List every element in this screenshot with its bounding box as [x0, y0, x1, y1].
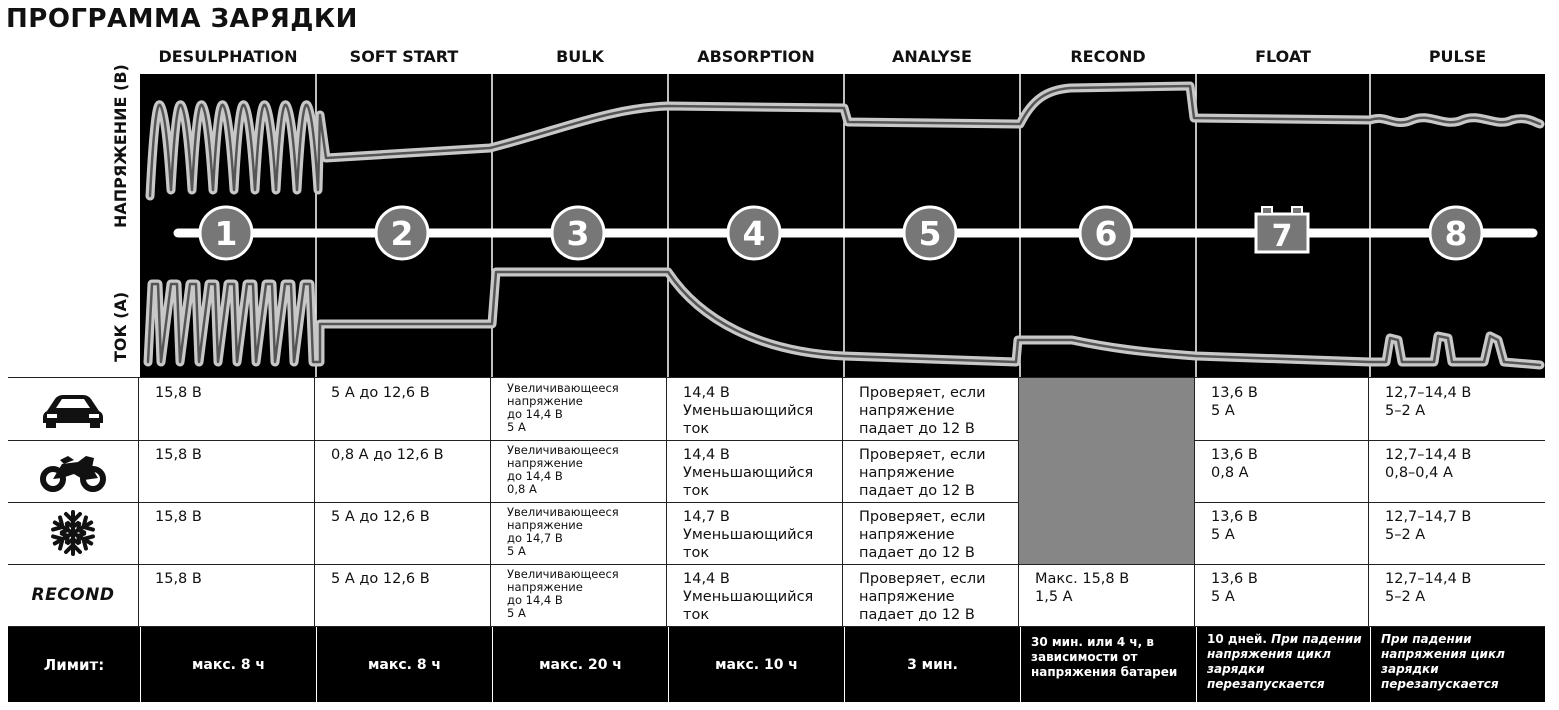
table-cell: 15,8 В: [138, 502, 314, 564]
motorcycle-icon: [8, 440, 138, 502]
table-cell: 0,8 А до 12,6 В: [314, 440, 490, 502]
step-marker-2: [376, 207, 428, 259]
step-marker-7-battery-icon: [1256, 207, 1308, 254]
table-cell: [1018, 378, 1194, 440]
limit-analyse: 3 мин.: [844, 627, 1020, 702]
table-cell: [1018, 440, 1194, 502]
table-cell: 12,7–14,4 В 0,8–0,4 А: [1368, 440, 1545, 502]
current-axis-label: ТОК (А): [111, 291, 130, 362]
step-marker-8: [1430, 207, 1482, 259]
table-cell: 15,8 В: [138, 378, 314, 440]
svg-text:2: 2: [390, 214, 414, 253]
limit-row: [8, 627, 1545, 702]
table-row-car: [8, 378, 1545, 441]
snowflake-icon: [8, 502, 138, 564]
table-cell: Увеличивающееся напряжение до 14,7 В 5 А: [490, 502, 666, 564]
table-cell: 12,7–14,7 В 5–2 А: [1368, 502, 1545, 564]
svg-text:8: 8: [1444, 214, 1468, 253]
table-cell: Проверяет, если напряжение падает до 12 В: [842, 378, 1018, 440]
limit-desulphation: макс. 8 ч: [140, 627, 316, 702]
table-cell: Макс. 15,8 В 1,5 А: [1018, 564, 1194, 626]
stage-header-analyse: ANALYSE: [892, 47, 972, 66]
step-marker-3: [552, 207, 604, 259]
stage-header-absorption: ABSORPTION: [697, 47, 815, 66]
table-cell: 14,7 В Уменьшающийся ток: [666, 502, 842, 564]
limit-float-days: 10 дней.: [1207, 632, 1267, 646]
limit-bulk: макс. 20 ч: [492, 627, 668, 702]
stage-header-soft-start: SOFT START: [349, 47, 459, 66]
table-cell: Увеличивающееся напряжение до 14,4 В 0,8 А: [490, 440, 666, 502]
limit-soft-start: макс. 8 ч: [316, 627, 492, 702]
table-row-recond: [8, 564, 1545, 627]
table-cell: 13,6 В 0,8 А: [1194, 440, 1368, 502]
voltage-axis-label: НАПРЯЖЕНИЕ (В): [111, 64, 130, 228]
table-cell: 12,7–14,4 В 5–2 А: [1368, 564, 1545, 626]
table-cell: 13,6 В 5 А: [1194, 378, 1368, 440]
table-cell: 5 А до 12,6 В: [314, 378, 490, 440]
stage-header-desulphation: DESULPHATION: [158, 47, 298, 66]
step-marker-4: [728, 207, 780, 259]
table-cell: 5 А до 12,6 В: [314, 502, 490, 564]
stage-header-float: FLOAT: [1255, 47, 1311, 66]
table-cell: 12,7–14,4 В 5–2 А: [1368, 378, 1545, 440]
table-cell: 14,4 В Уменьшающийся ток: [666, 378, 842, 440]
limit-label: Лимит:: [43, 655, 105, 674]
table-cell: Проверяет, если напряжение падает до 12 В: [842, 502, 1018, 564]
stage-header-pulse: PULSE: [1428, 47, 1487, 66]
limit-float: [1196, 627, 1370, 702]
table-cell: 15,8 В: [138, 440, 314, 502]
svg-text:6: 6: [1094, 214, 1118, 253]
car-icon: [8, 378, 138, 440]
table-cell: 15,8 В: [138, 564, 314, 626]
settings-table: [8, 377, 1545, 628]
limit-pulse: При падении напряжения цикл зарядки перезапускается: [1370, 627, 1545, 702]
limit-absorption: макс. 10 ч: [668, 627, 844, 702]
table-cell: Проверяет, если напряжение падает до 12 В: [842, 564, 1018, 626]
table-row-cold: [8, 502, 1545, 565]
svg-text:7: 7: [1271, 219, 1293, 254]
step-marker-5: [904, 207, 956, 259]
svg-text:5: 5: [918, 214, 942, 253]
svg-text:3: 3: [566, 214, 590, 253]
table-cell: 14,4 В Уменьшающийся ток: [666, 564, 842, 626]
svg-text:1: 1: [214, 214, 238, 253]
step-marker-1: [200, 207, 252, 259]
stage-header-recond: RECOND: [1070, 47, 1146, 66]
table-cell: 13,6 В 5 А: [1194, 502, 1368, 564]
page-title: ПРОГРАММА ЗАРЯДКИ: [6, 4, 358, 34]
table-cell: 14,4 В Уменьшающийся ток: [666, 440, 842, 502]
step-marker-6: [1080, 207, 1132, 259]
table-cell: 13,6 В 5 А: [1194, 564, 1368, 626]
table-cell: 5 А до 12,6 В: [314, 564, 490, 626]
recond-mode-label: RECOND: [31, 585, 115, 605]
table-cell: Увеличивающееся напряжение до 14,4 В 5 А: [490, 378, 666, 440]
stage-header-bulk: BULK: [556, 47, 604, 66]
svg-text:4: 4: [742, 214, 766, 253]
table-row-motorcycle: [8, 440, 1545, 503]
limit-recond: 30 мин. или 4 ч, в зависимости от напряжения батареи: [1020, 627, 1196, 702]
table-cell: [1018, 502, 1194, 564]
table-cell: Увеличивающееся напряжение до 14,4 В 5 А: [490, 564, 666, 626]
limit-float-note: При падении напряжения цикл зарядки перезапускается: [1207, 632, 1362, 691]
table-cell: Проверяет, если напряжение падает до 12 В: [842, 440, 1018, 502]
